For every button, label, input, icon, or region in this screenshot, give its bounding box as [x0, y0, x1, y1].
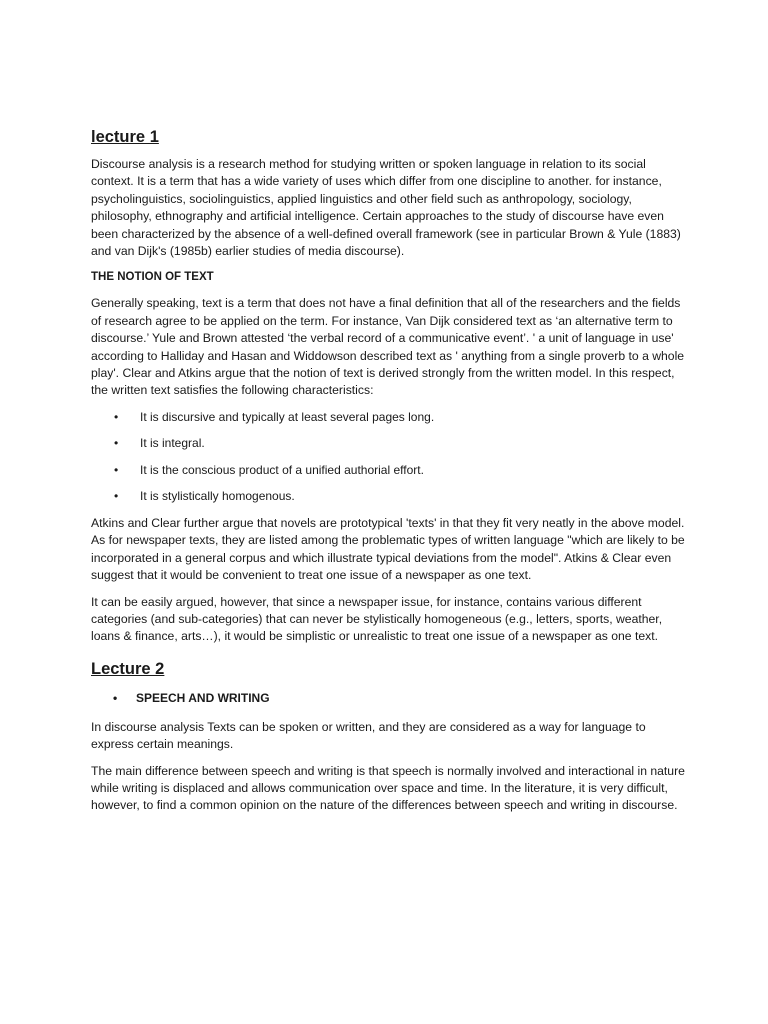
lecture-2-title: Lecture 2 — [91, 659, 165, 678]
list-item — [91, 409, 691, 426]
list-item-text: It is integral. — [140, 436, 205, 451]
speech-writing-difference-paragraph: The main difference between speech and writing is that speech is normally involved and interactional in nature while writing is displaced and allows communication over space and time. In the literature, it is very difficult, however, to find a common opinion on the nature of the differences between speech and writing in discourse. — [91, 763, 685, 813]
list-item — [91, 488, 691, 505]
list-item — [91, 462, 691, 479]
bullet-icon: • — [114, 489, 119, 504]
list-item-text: It is the conscious product of a unified authorial effort. — [140, 462, 424, 477]
bullet-icon: • — [114, 436, 119, 451]
list-item-text: It is discursive and typically at least several pages long. — [140, 409, 435, 424]
newspaper-paragraph: It can be easily argued, however, that since a newspaper issue, for instance, contains various different categories (and sub-categories) that can never be stylistically homogeneous (e.g., letters, sports, weather, loans & finance, arts…), it would be simplistic or unrealistic to treat one issue of a newspaper as one text. — [91, 594, 663, 644]
spoken-written-paragraph: In discourse analysis Texts can be spoken or written, and they are considered as a way for language to express certain meanings. — [91, 719, 646, 752]
atkins-clear-paragraph: Atkins and Clear further argue that novels are prototypical 'texts' in that they fit very neatly in the above model. As for newspaper texts, they are listed among the problematic types of written language "which are likely to be incorporated in a general corpus and which illustrate typical deviations from the model". Atkins & Clear even suggest that it would be convenient to treat one issue of a newspaper as one text. — [91, 515, 685, 583]
list-item-text: It is stylistically homogenous. — [140, 489, 295, 504]
characteristics-list — [91, 409, 691, 506]
notion-of-text-heading: THE NOTION OF TEXT — [91, 271, 214, 284]
intro-paragraph: Discourse analysis is a research method for studying written or spoken language in relation to its social context. It is a term that has a wide variety of uses which differ from one discipline to another. for instance, psycholinguistics, sociolinguistics, applied linguistics and other field such as anthropology, sociology, philosophy, ethnography and artificial intelligence. Certain approaches to the study of discourse have even been characterized by the absence of a well-defined overall framework (see in particular Brown & Yule (1883) and van Dijk's (1985b) earlier studies of media discourse). — [91, 157, 681, 259]
bullet-icon: • — [113, 690, 118, 705]
list-item — [91, 435, 691, 452]
bullet-icon: • — [114, 462, 119, 477]
document-page — [91, 126, 691, 824]
lecture-1-title: lecture 1 — [91, 128, 159, 146]
speech-and-writing-heading — [91, 690, 691, 707]
speech-and-writing-heading-text: SPEECH AND WRITING — [136, 690, 270, 705]
notion-of-text-paragraph: Generally speaking, text is a term that does not have a final definition that all of the researchers and the fields of research agree to be applied on the term. For instance, Van Dijk considered text as ‘an alternative term to discourse.’ Yule and Brown attested ‘the verbal record of a communicative event’. ' a unit of language in use' according to Halliday and Hasan and Widdowson described text as ' anything from a single proverb to a whole play'. Clear and Atkins argue that the notion of text is derived strongly from the written model. In this respect, the written text satisfies the following characteristics: — [91, 296, 685, 398]
bullet-icon: • — [114, 409, 119, 424]
